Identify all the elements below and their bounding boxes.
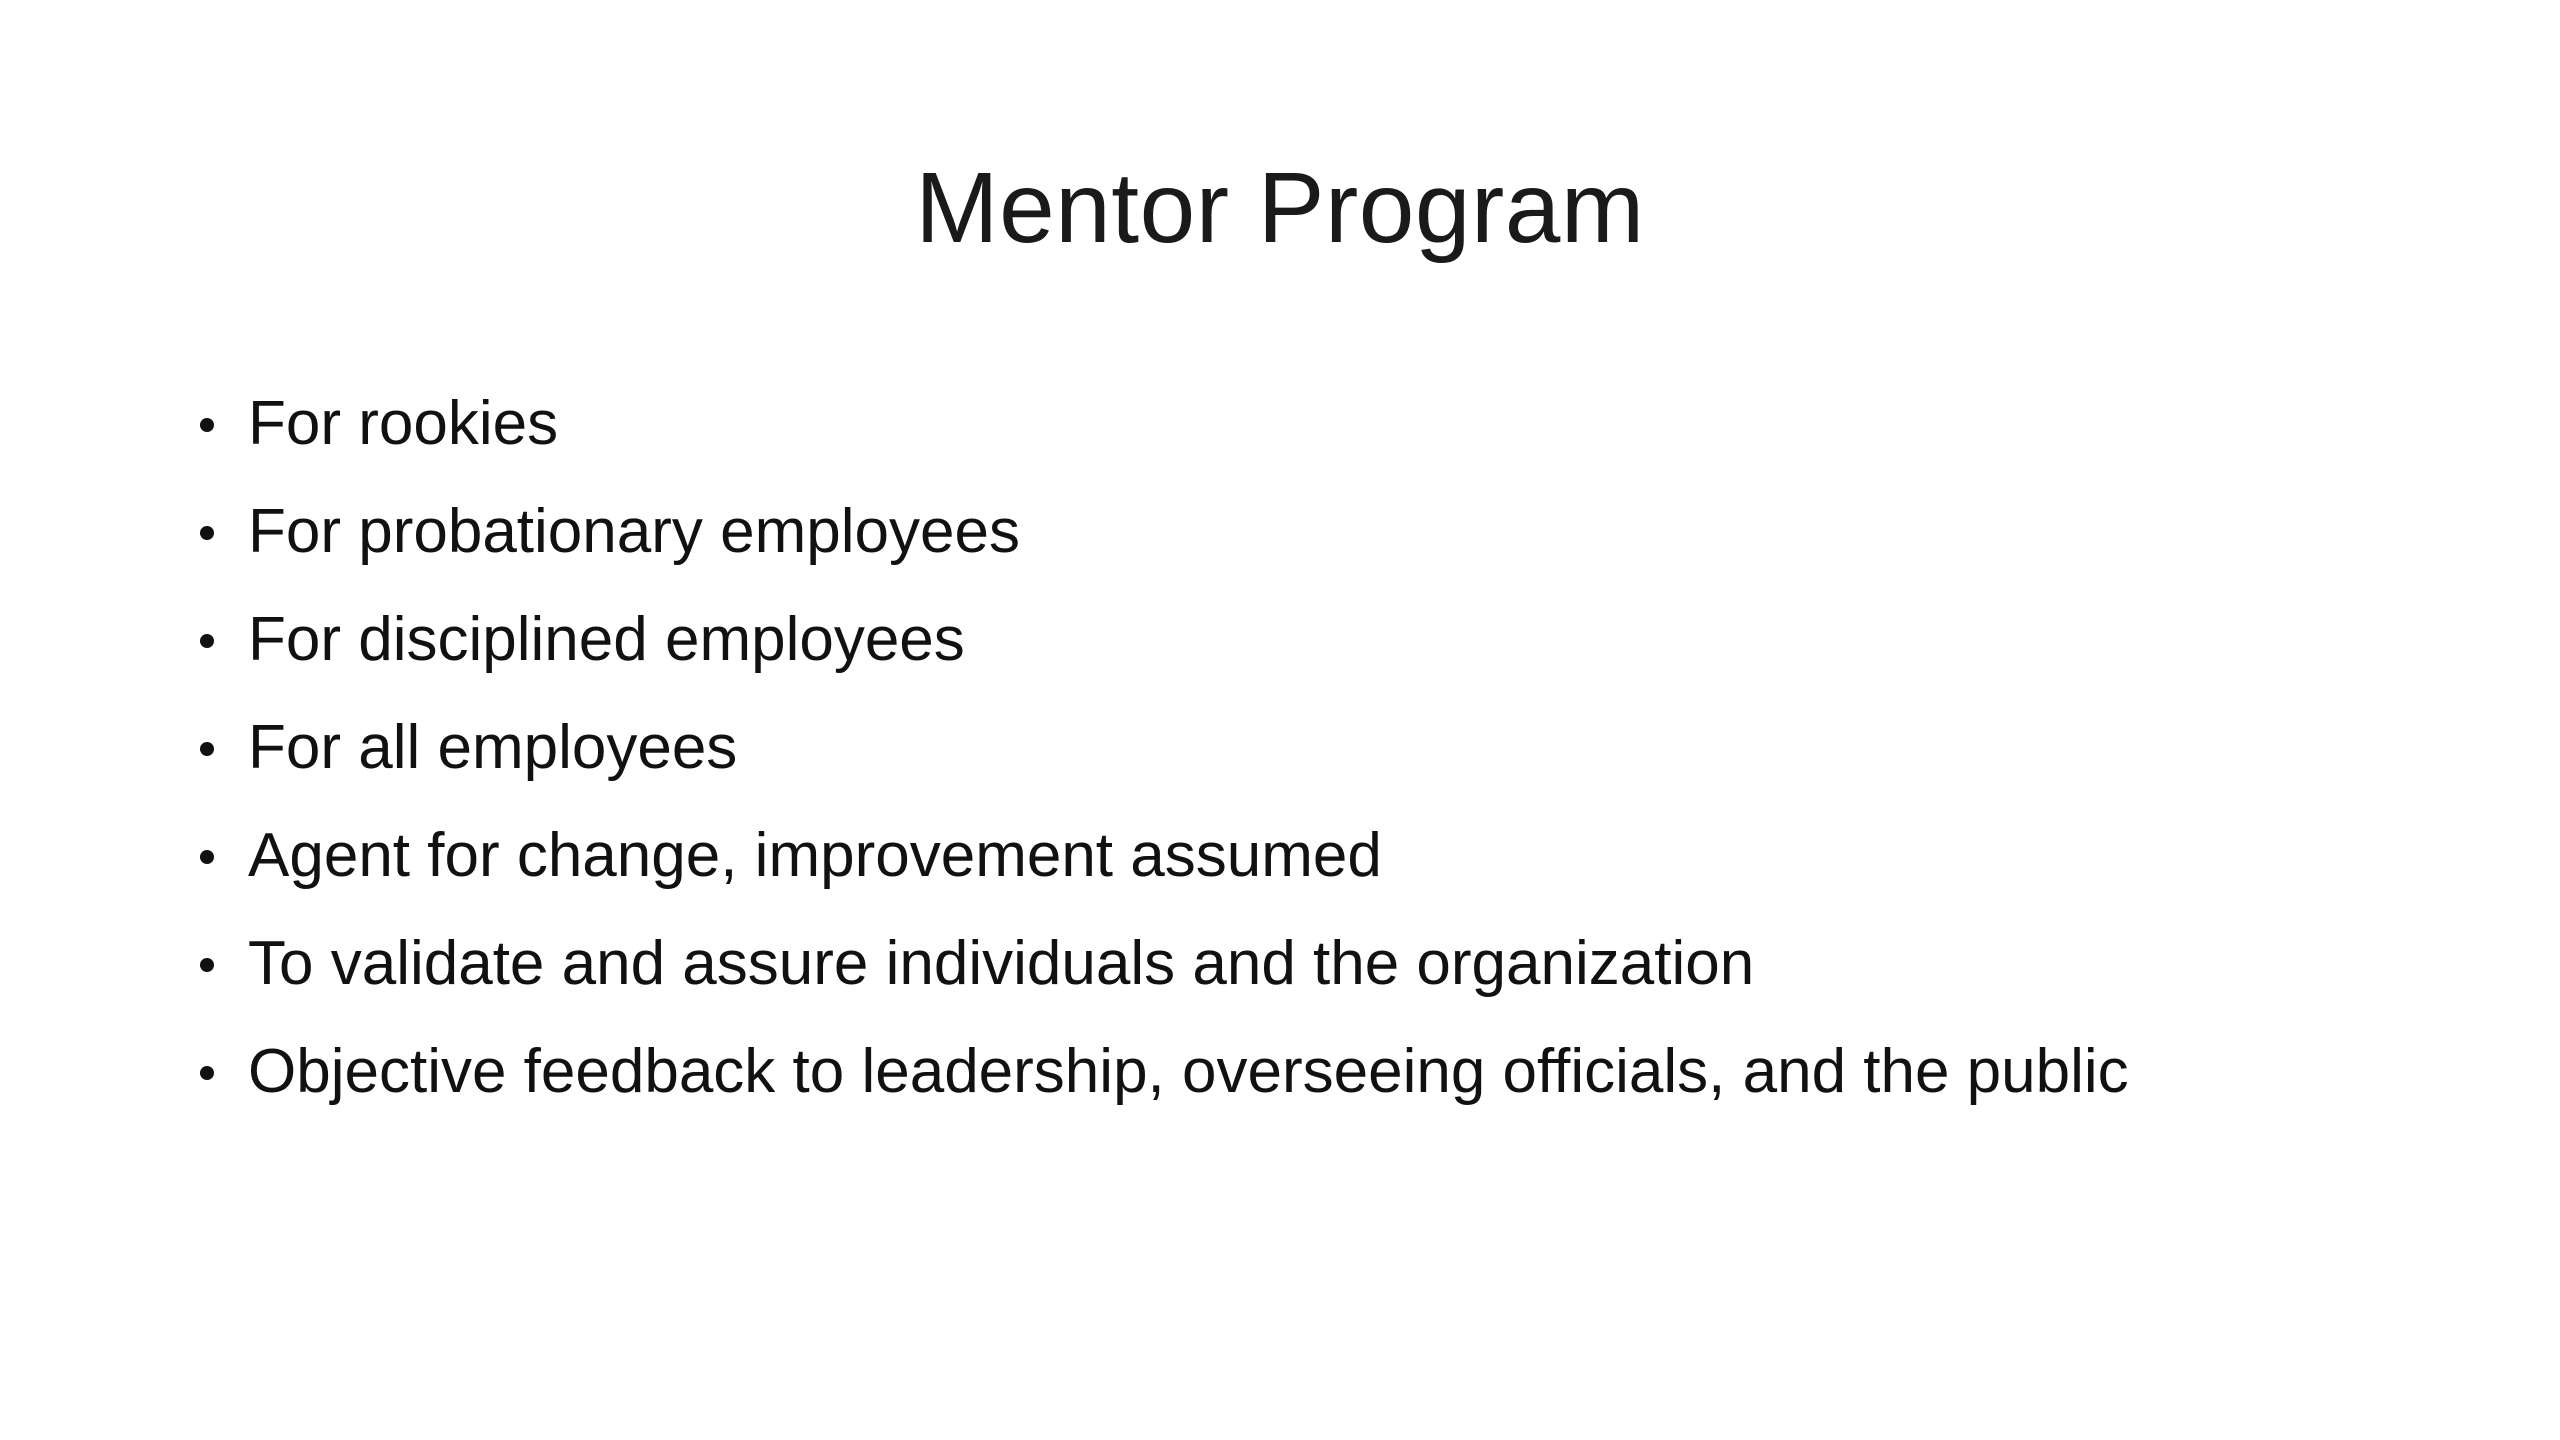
bullet-dot-icon xyxy=(200,418,214,432)
bullet-item xyxy=(196,496,2456,604)
bullet-dot-icon xyxy=(200,526,214,540)
bullet-dot-icon xyxy=(200,958,214,972)
bullet-text: For probationary employees xyxy=(248,497,1020,566)
bullet-item xyxy=(196,820,2456,928)
slide-title: Mentor Program xyxy=(915,152,1645,264)
bullet-dot-icon xyxy=(200,850,214,864)
bullet-text: To validate and assure individuals and the organization xyxy=(248,929,1755,998)
bullet-list xyxy=(196,388,2456,1144)
bullet-item xyxy=(196,712,2456,820)
bullet-text: For disciplined employees xyxy=(248,605,965,674)
bullet-dot-icon xyxy=(200,742,214,756)
bullet-item xyxy=(196,928,2456,1036)
bullet-dot-icon xyxy=(200,1066,214,1080)
bullet-text: Agent for change, improvement assumed xyxy=(248,821,1382,890)
bullet-text: For all employees xyxy=(248,713,738,782)
bullet-item xyxy=(196,604,2456,712)
bullet-text: For rookies xyxy=(248,389,559,458)
bullet-item xyxy=(196,1036,2456,1144)
bullet-text: Objective feedback to leadership, overseeing officials, and the public xyxy=(248,1037,2129,1106)
bullet-dot-icon xyxy=(200,634,214,648)
bullet-item xyxy=(196,388,2456,496)
